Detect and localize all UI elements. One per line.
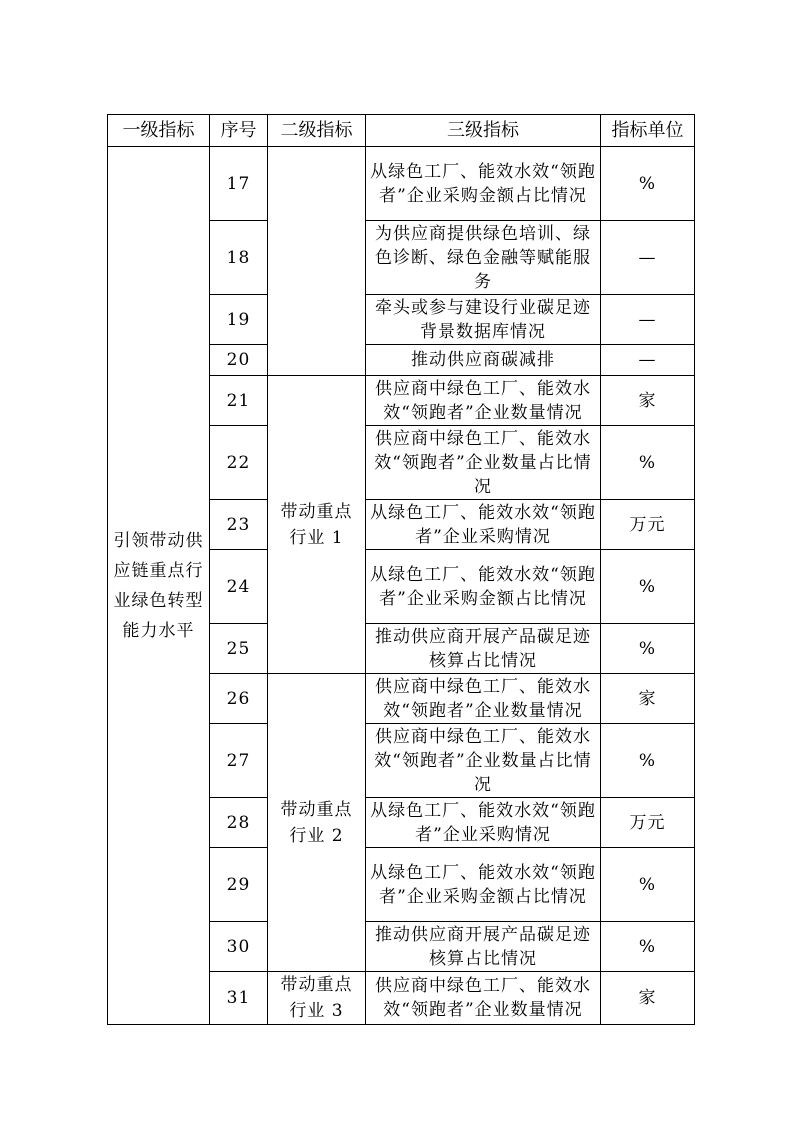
unit-cell: 万元 xyxy=(601,798,695,848)
indicator-table xyxy=(107,114,695,1025)
row-number: 24 xyxy=(210,550,268,624)
header-unit: 指标单位 xyxy=(601,115,695,147)
row-number: 19 xyxy=(210,295,268,345)
unit-cell: — xyxy=(601,295,695,345)
unit-cell: % xyxy=(601,922,695,972)
unit-cell: % xyxy=(601,550,695,624)
level2-indicator-empty xyxy=(268,147,366,376)
unit-cell: % xyxy=(601,426,695,500)
level2-indicator: 带动重点行业 3 xyxy=(268,972,366,1025)
level3-indicator: 从绿色工厂、能效水效“领跑者”企业采购情况 xyxy=(366,798,601,848)
unit-cell: 家 xyxy=(601,376,695,426)
row-number: 31 xyxy=(210,972,268,1025)
level3-indicator: 从绿色工厂、能效水效“领跑者”企业采购金额占比情况 xyxy=(366,550,601,624)
row-number: 22 xyxy=(210,426,268,500)
level2-indicator: 带动重点行业 1 xyxy=(268,376,366,674)
unit-cell: 家 xyxy=(601,972,695,1025)
unit-cell: — xyxy=(601,345,695,376)
row-number: 25 xyxy=(210,624,268,674)
unit-cell: % xyxy=(601,624,695,674)
level1-indicator: 引领带动供应链重点行业绿色转型能力水平 xyxy=(108,147,210,1025)
row-number: 18 xyxy=(210,221,268,295)
level3-indicator: 供应商中绿色工厂、能效水效“领跑者”企业数量情况 xyxy=(366,972,601,1025)
header-level2: 二级指标 xyxy=(268,115,366,147)
row-number: 23 xyxy=(210,500,268,550)
unit-cell: % xyxy=(601,848,695,922)
unit-cell: — xyxy=(601,221,695,295)
unit-cell: 万元 xyxy=(601,500,695,550)
header-level3: 三级指标 xyxy=(366,115,601,147)
header-number: 序号 xyxy=(210,115,268,147)
level3-indicator: 供应商中绿色工厂、能效水效“领跑者”企业数量占比情况 xyxy=(366,426,601,500)
level2-indicator: 带动重点行业 2 xyxy=(268,674,366,972)
level3-indicator: 从绿色工厂、能效水效“领跑者”企业采购金额占比情况 xyxy=(366,848,601,922)
level3-indicator: 供应商中绿色工厂、能效水效“领跑者”企业数量情况 xyxy=(366,674,601,724)
row-number: 21 xyxy=(210,376,268,426)
unit-cell: 家 xyxy=(601,674,695,724)
level3-indicator: 推动供应商开展产品碳足迹核算占比情况 xyxy=(366,922,601,972)
row-number: 29 xyxy=(210,848,268,922)
level3-indicator: 牵头或参与建设行业碳足迹背景数据库情况 xyxy=(366,295,601,345)
level3-indicator: 供应商中绿色工厂、能效水效“领跑者”企业数量情况 xyxy=(366,376,601,426)
level3-indicator: 从绿色工厂、能效水效“领跑者”企业采购金额占比情况 xyxy=(366,147,601,221)
level3-indicator: 为供应商提供绿色培训、绿色诊断、绿色金融等赋能服务 xyxy=(366,221,601,295)
row-number: 30 xyxy=(210,922,268,972)
row-number: 27 xyxy=(210,724,268,798)
unit-cell: % xyxy=(601,724,695,798)
row-number: 20 xyxy=(210,345,268,376)
level3-indicator: 推动供应商开展产品碳足迹核算占比情况 xyxy=(366,624,601,674)
level3-indicator: 推动供应商碳减排 xyxy=(366,345,601,376)
unit-cell: % xyxy=(601,147,695,221)
level3-indicator: 从绿色工厂、能效水效“领跑者”企业采购情况 xyxy=(366,500,601,550)
row-number: 26 xyxy=(210,674,268,724)
header-level1: 一级指标 xyxy=(108,115,210,147)
level3-indicator: 供应商中绿色工厂、能效水效“领跑者”企业数量占比情况 xyxy=(366,724,601,798)
table-header-row xyxy=(108,115,695,147)
row-number: 17 xyxy=(210,147,268,221)
row-number: 28 xyxy=(210,798,268,848)
table-row xyxy=(108,147,695,221)
